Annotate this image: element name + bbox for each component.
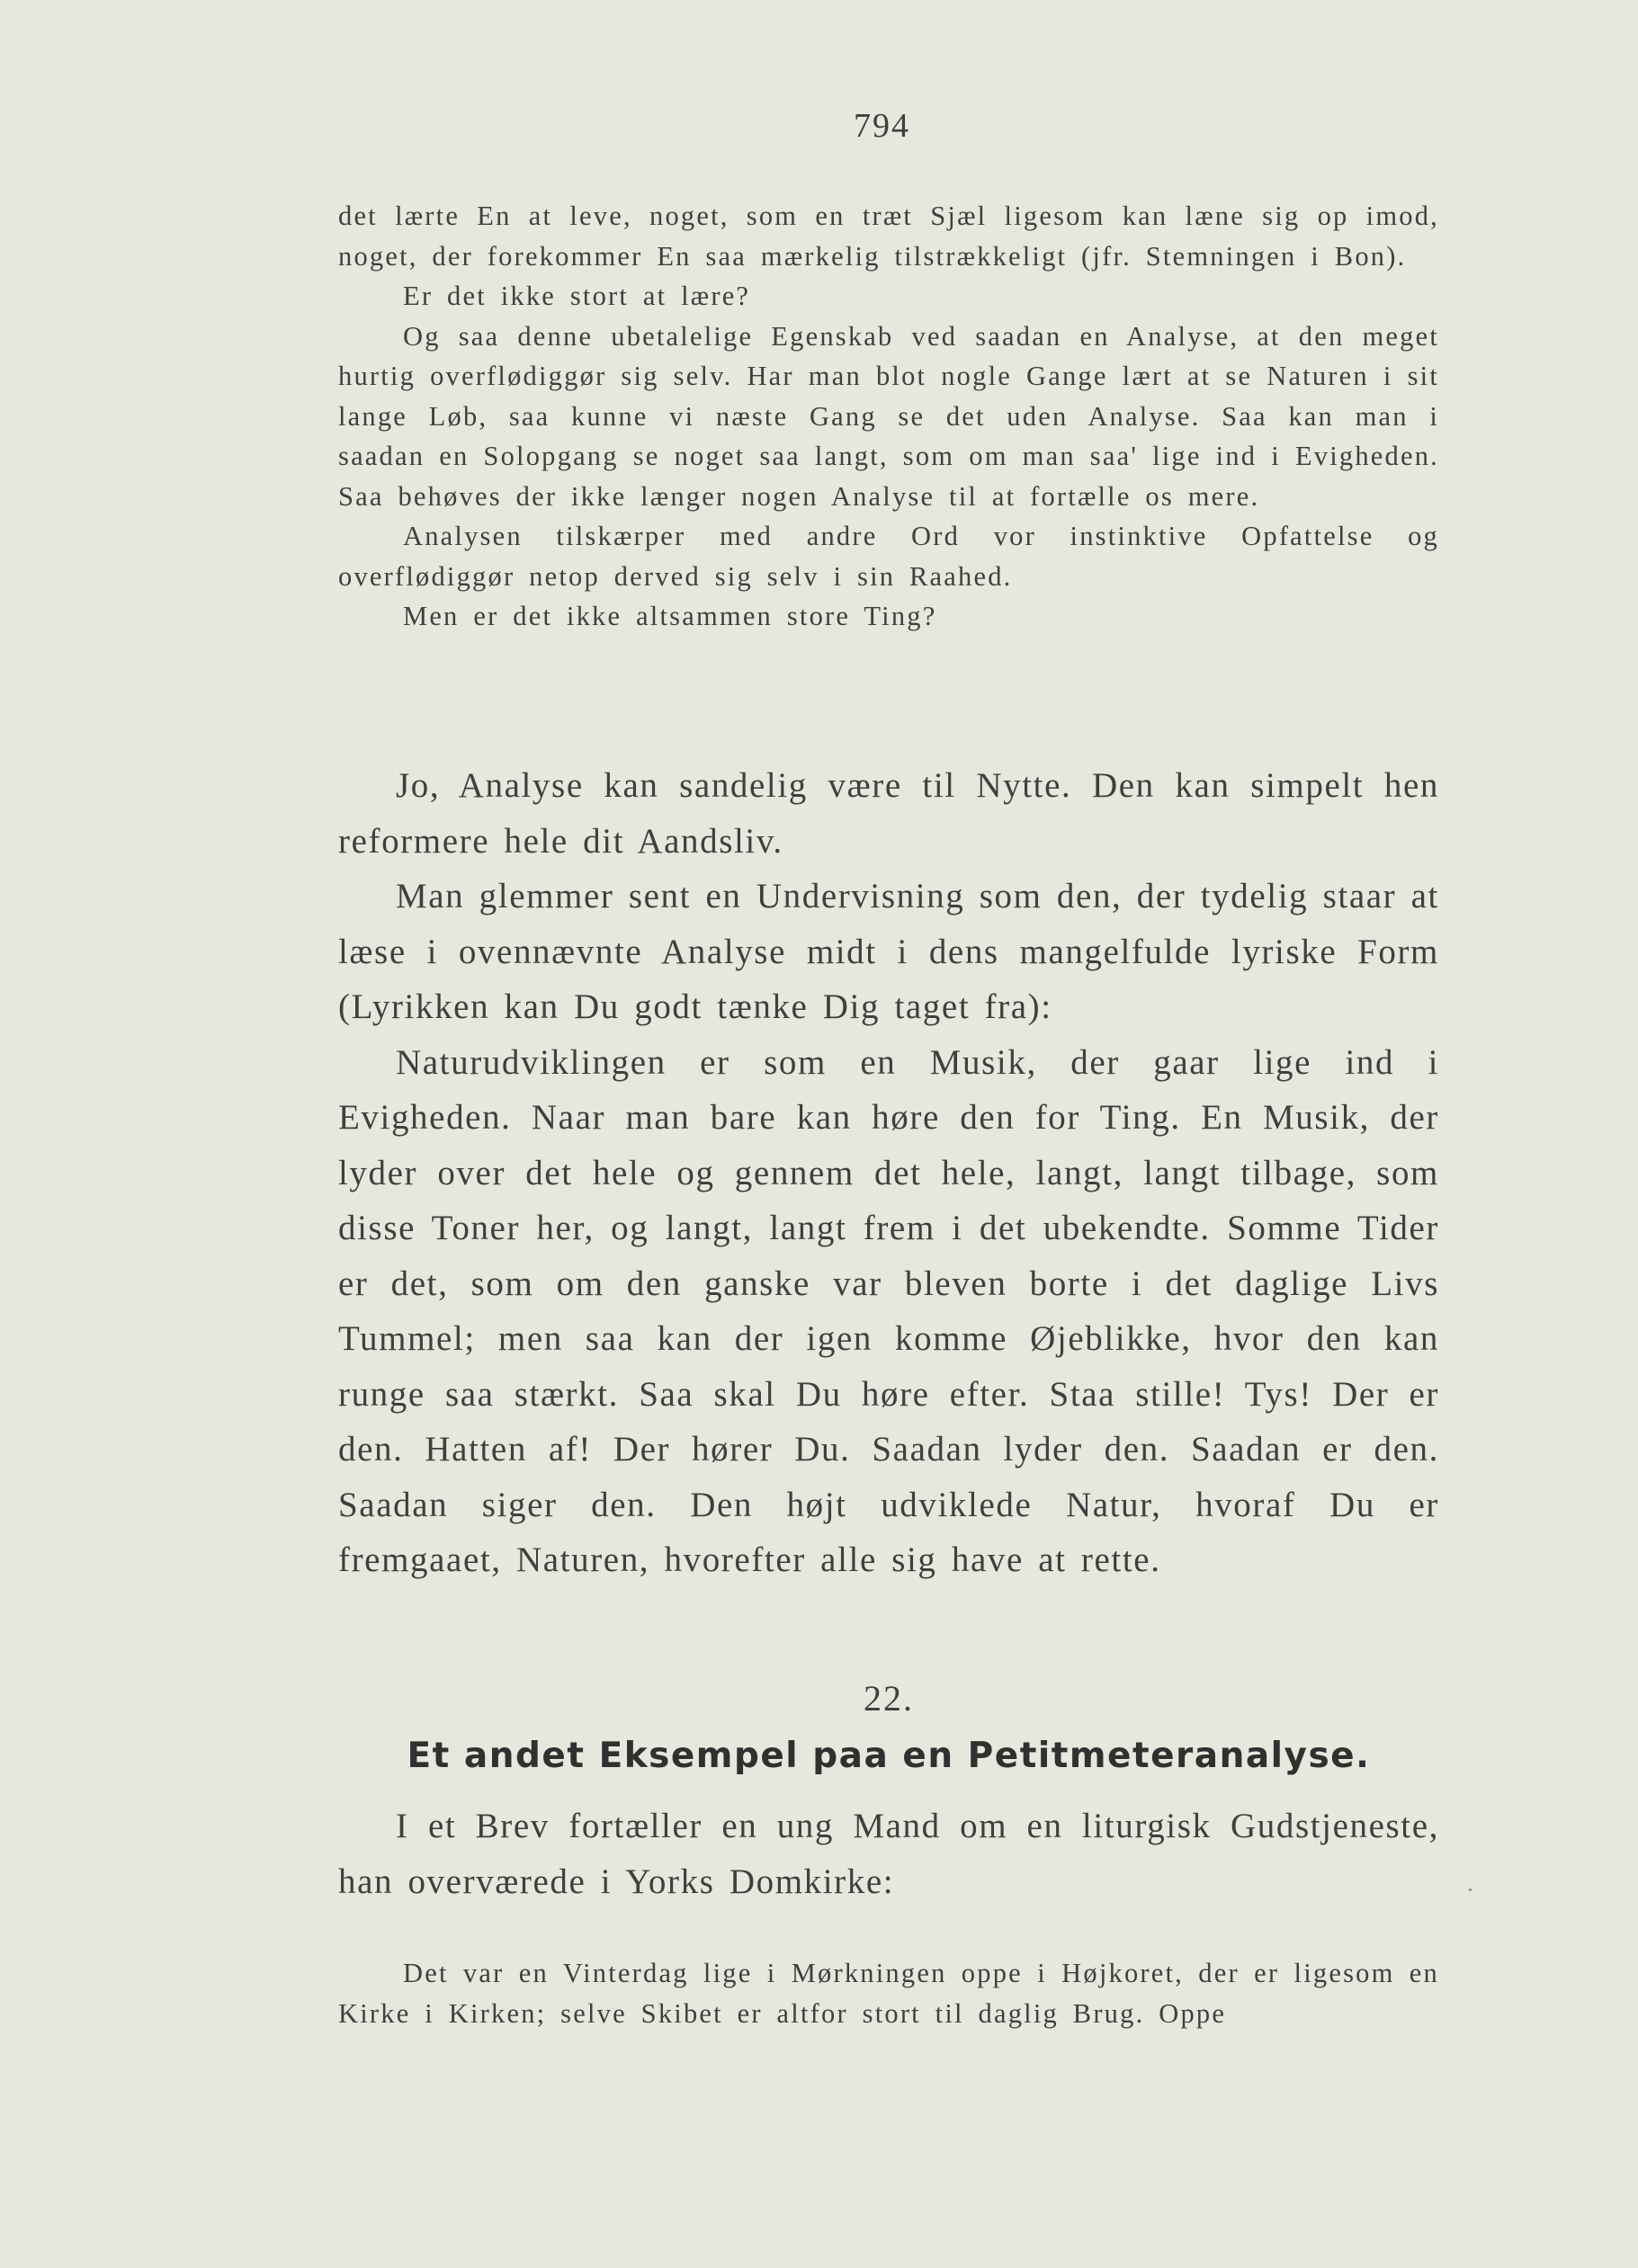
paragraph: Man glemmer sent en Undervisning som den, der tydelig staar at læse i ovennævnte Analyse midt i dens mangelfulde lyriske Form (Lyrikken kan Du godt tænke Dig taget fra):	[338, 877, 1439, 1026]
paragraph: Er det ikke stort at lære?	[403, 281, 751, 311]
paragraph: Jo, Analyse kan sandelig være til Nytte. Den kan simpelt hen reformere hele dit Aandsliv.	[338, 766, 1439, 861]
paragraph: I et Brev fortæller en ung Mand om en liturgisk Gudstjeneste, han overværede i Yorks Domkirke:	[338, 1807, 1439, 1901]
large-text-block	[338, 758, 1439, 1588]
paragraph: Og saa denne ubetalelige Egenskab ved saadan en Analyse, at den meget hurtig overflødiggør sig selv. Har man blot nogle Gange lært at se Naturen i sit lange Løb, saa kunne vi næste Gang se det uden Analyse. Saa kan man i saadan en Solopgang se noget saa langt, som om man saa' lige ind i Evigheden. Saa behøves der ikke længer nogen Analyse til at fortælle os mere.	[338, 320, 1439, 512]
quote-paragraph: Det var en Vinterdag lige i Mørkningen oppe i Højkoret, der er ligesom en Kirke i Kirken; selve Skibet er altfor stort til daglig Brug. Oppe	[338, 1958, 1439, 2029]
paragraph: Naturudviklingen er som en Musik, der gaar lige ind i Evigheden. Naar man bare kan høre den for Ting. En Musik, der lyder over det hele og gennem det hele, langt, langt tilbage, som disse Toner her, og langt, langt frem i det ubekendte. Somme Tider er det, som om den ganske var bleven borte i det daglige Livs Tummel; men saa kan der igen komme Øjeblikke, hvor den kan runge saa stærkt. Saa skal Du høre efter. Staa stille! Tys! Der er den. Hatten af! Der hører Du. Saadan lyder den. Saadan er den. Saadan siger den. Den højt udviklede Natur, hvoraf Du er fremgaaet, Naturen, hvorefter alle sig have at rette.	[338, 1042, 1439, 1579]
quoted-letter-block	[338, 1953, 1439, 2033]
paper-speck	[1469, 1889, 1472, 1891]
page-number: 794	[854, 107, 910, 145]
paragraph: Analysen tilskærper med andre Ord vor instinktive Opfattelse og overflødiggør netop derved sig selv i sin Raahed.	[338, 521, 1439, 592]
section-intro-block	[338, 1799, 1439, 1909]
section-number: 22.	[864, 1678, 914, 1719]
small-text-block	[338, 196, 1439, 637]
paragraph-continued: det lærte En at leve, noget, som en træt Sjæl ligesom kan læne sig op imod, noget, der forekommer En saa mærkelig tilstrækkeligt (jfr. Stemningen i Bon).	[338, 201, 1439, 272]
paragraph: Men er det ikke altsammen store Ting?	[403, 601, 937, 631]
section-title: Et andet Eksempel paa en Petitmeteranalyse.	[407, 1736, 1371, 1776]
